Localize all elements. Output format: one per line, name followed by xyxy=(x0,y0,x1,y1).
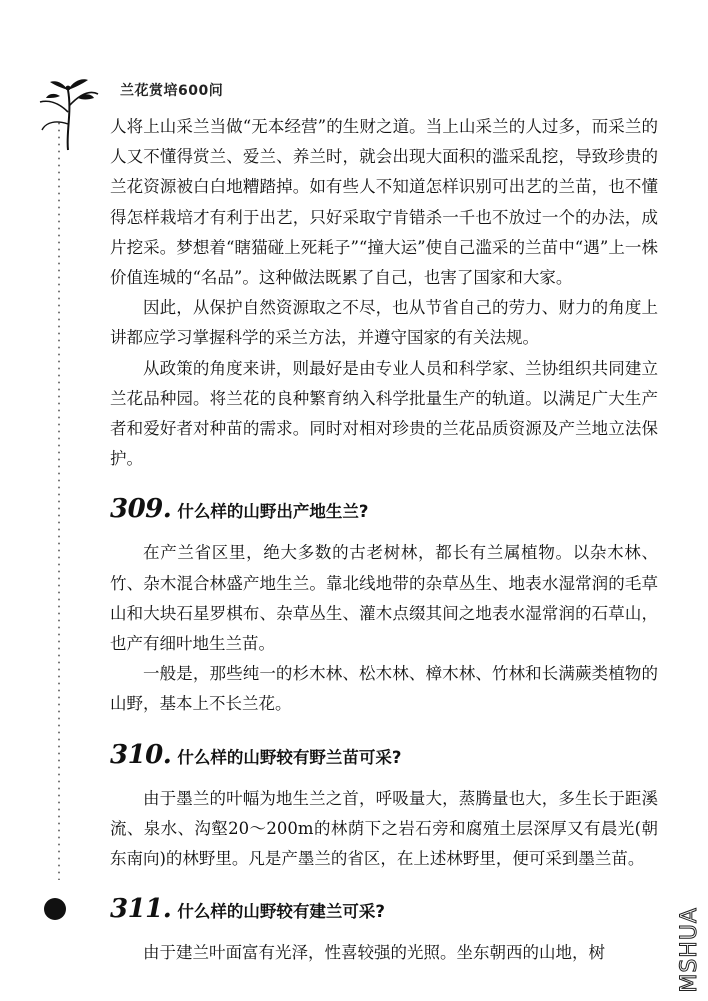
body-paragraph: 人将上山采兰当做“无本经营”的生财之道。当上山采兰的人过多，而采兰的人又不懂得赏兰、爱兰、养兰时，就会出现大面积的滥采乱挖，导致珍贵的兰花资源被白白地糟踏掉。如有些人不知道怎样识别可出艺的兰苗，也不懂得怎样栽培才有利于出艺，只好采取宁肯错杀一千也不放过一个的办法，成片挖采。梦想着“瞎猫碰上死耗子”“撞大运”使自己滥采的兰苗中“遇”上一株价值连城的“名品”。这种做法既累了自己，也害了国家和大家。 xyxy=(110,117,658,288)
body-paragraph: 因此，从保护自然资源取之不尽，也从节省自己的劳力、财力的角度上讲都应学习掌握科学的采兰方法，并遵守国家的有关法规。 xyxy=(110,298,658,348)
body-paragraph: 由于墨兰的叶幅为地生兰之首，呼吸量大，蒸腾量也大，多生长于距溪流、泉水、沟壑20～200m的林荫下之岩石旁和腐殖土层深厚又有晨光(朝东南向)的林野里。凡是产墨兰的省区，在上述林野里，便可采到墨兰苗。 xyxy=(110,788,658,869)
margin-bullet xyxy=(44,898,66,920)
section-heading-309 xyxy=(110,494,658,524)
section-title: 什么样的山野出产地生兰? xyxy=(177,502,369,522)
section-number: 309. xyxy=(110,494,172,525)
section-heading-310 xyxy=(110,740,658,770)
margin-dotted-line xyxy=(58,120,60,880)
section-title: 什么样的山野较有建兰可采? xyxy=(177,902,385,922)
section-title: 什么样的山野较有野兰苗可采? xyxy=(177,747,402,767)
section-heading-311 xyxy=(110,894,658,924)
body-paragraph: 由于建兰叶面富有光泽，性喜较强的光照。坐东朝西的山地，树 xyxy=(143,943,605,963)
body-paragraph: 一般是，那些纯一的杉木林、松木林、樟木林、竹林和长满蕨类植物的山野，基本上不长兰花。 xyxy=(110,664,658,714)
body-paragraph: 从政策的角度来讲，则最好是由专业人员和科学家、兰协组织共同建立兰花品种园。将兰花的良种繁育纳入科学批量生产的轨道。以满足广大生产者和爱好者对种苗的需求。同时对相对珍贵的兰花品质资源及产兰地立法保护。 xyxy=(110,358,658,469)
watermark: MSHUA xyxy=(677,907,702,993)
section-number: 311. xyxy=(110,894,172,925)
body-paragraph: 在产兰省区里，绝大多数的古老树林，都长有兰属植物。以杂木林、竹、杂木混合林盛产地生兰。靠北线地带的杂草丛生、地表水湿常润的毛草山和大块石星罗棋布、杂草丛生、灌木点缀其间之地表水湿常润的石草山，也产有细叶地生兰苗。 xyxy=(110,543,658,654)
running-header: 兰花赏培600问 xyxy=(120,83,224,99)
section-number: 310. xyxy=(110,739,172,770)
orchid-icon xyxy=(38,72,100,152)
page-content xyxy=(110,112,658,968)
